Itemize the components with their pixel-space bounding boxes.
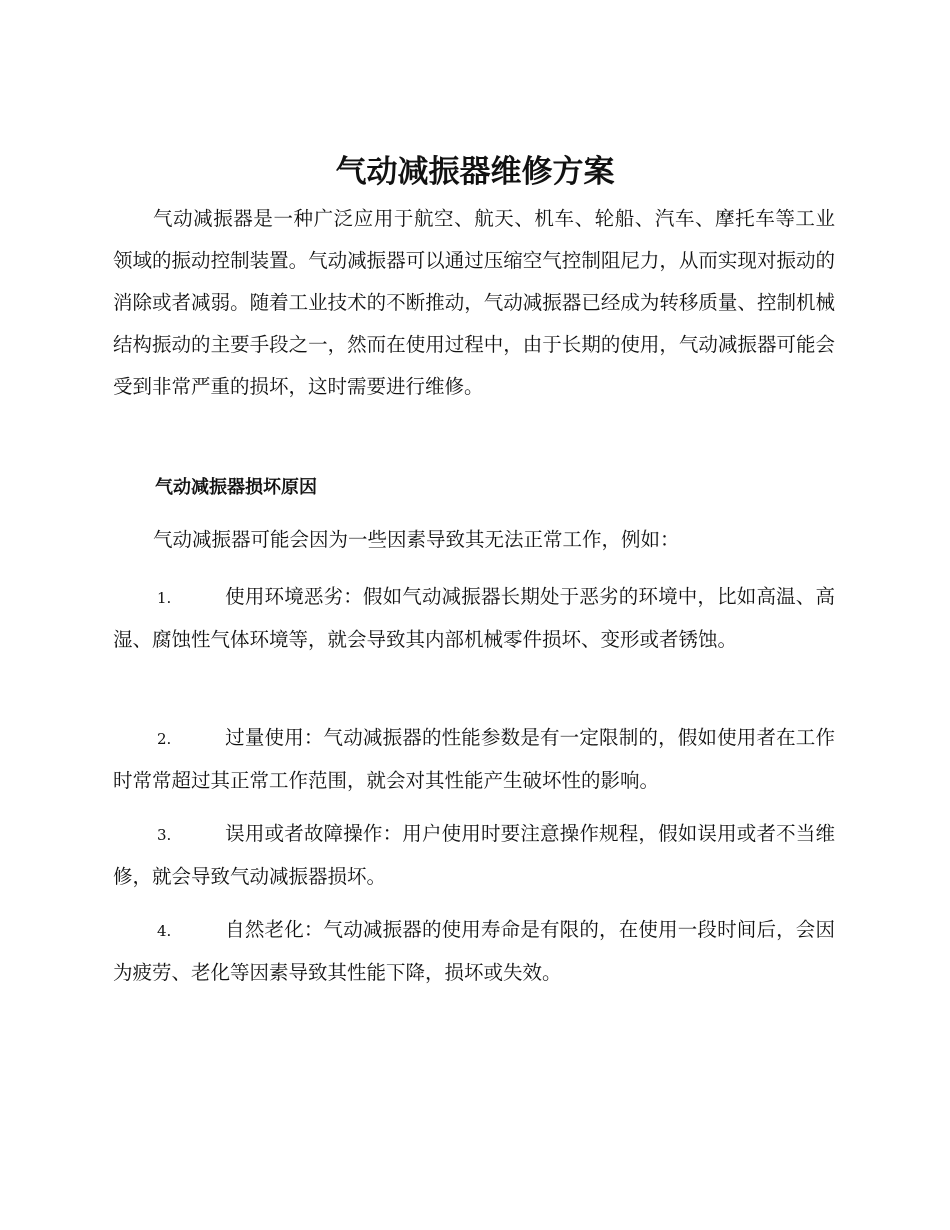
list-item	[113, 813, 835, 898]
list-item-text: 自然老化：气动减振器的使用寿命是有限的，在使用一段时间后，会因为疲劳、老化等因素导致其性能下降，损坏或失效。	[113, 918, 835, 984]
list-item-number: 4.	[157, 922, 172, 940]
list-item-number: 1.	[157, 589, 172, 607]
list-item-number: 3.	[157, 826, 172, 844]
list-item-number: 2.	[157, 730, 172, 748]
section-heading: 气动减振器损坏原因	[155, 477, 317, 498]
list-item-text: 过量使用：气动减振器的性能参数是有一定限制的，假如使用者在工作时常常超过其正常工作范围，就会对其性能产生破坏性的影响。	[113, 726, 835, 792]
document-title: 气动减振器维修方案	[335, 154, 615, 190]
intro-paragraph: 气动减振器是一种广泛应用于航空、航天、机车、轮船、汽车、摩托车等工业领域的振动控制装置。气动减振器可以通过压缩空气控制阻尼力，从而实现对振动的消除或者减弱。随着工业技术的不断推动，气动减振器已经成为转移质量、控制机械结构振动的主要手段之一，然而在使用过程中，由于长期的使用，气动减振器可能会受到非常严重的损坏，这时需要进行维修。	[113, 207, 835, 398]
list-item	[113, 576, 835, 661]
section-intro-paragraph: 气动减振器可能会因为一些因素导致其无法正常工作，例如：	[153, 528, 680, 551]
list-item-text: 误用或者故障操作：用户使用时要注意操作规程，假如误用或者不当维修，就会导致气动减振器损坏。	[113, 822, 835, 888]
list-item	[113, 909, 835, 994]
list-item	[113, 717, 835, 802]
list-item-text: 使用环境恶劣：假如气动减振器长期处于恶劣的环境中，比如高温、高湿、腐蚀性气体环境等，就会导致其内部机械零件损坏、变形或者锈蚀。	[113, 585, 835, 651]
